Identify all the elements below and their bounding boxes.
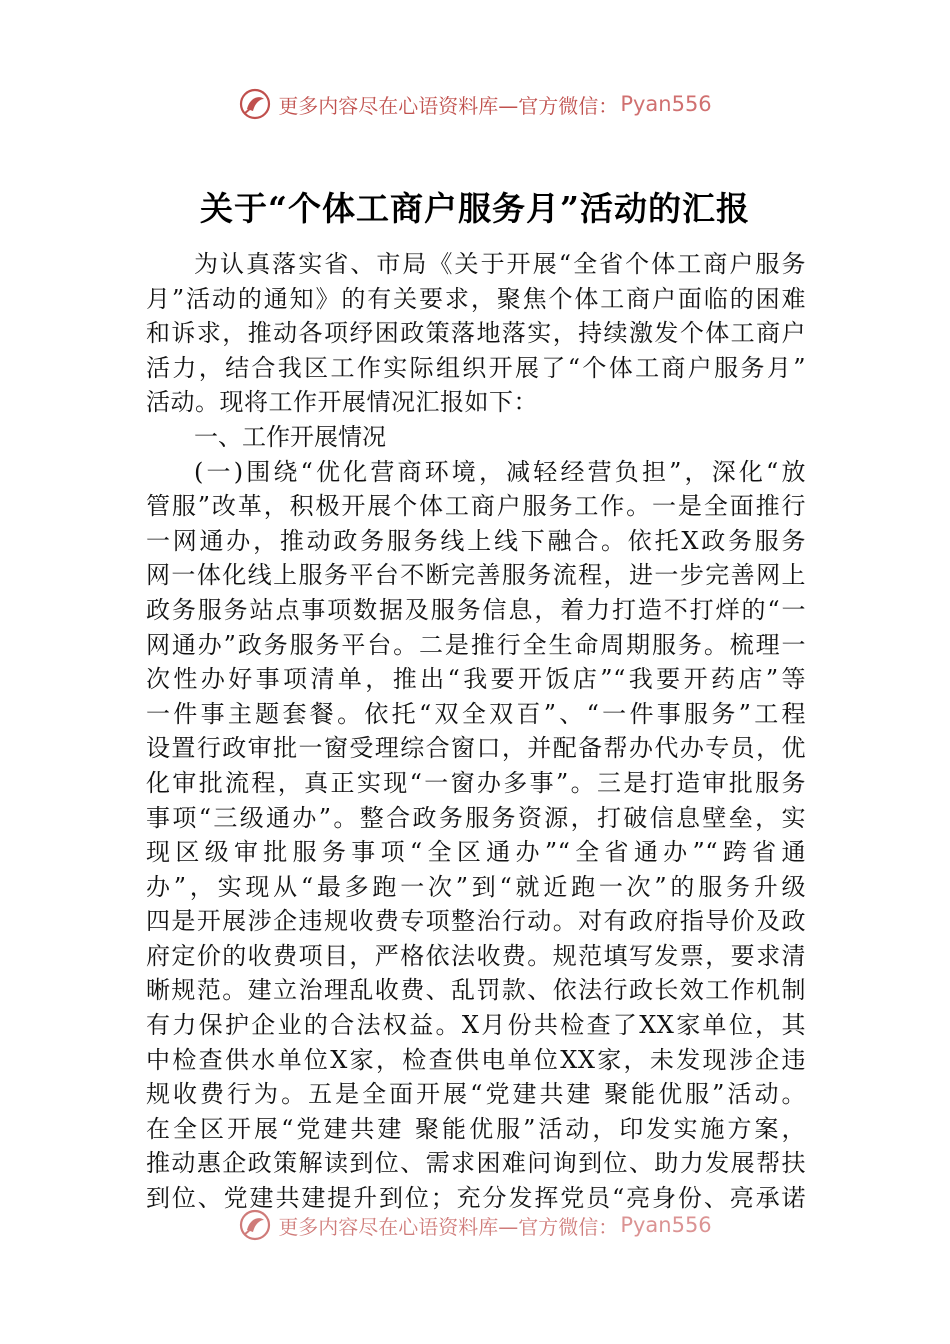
paragraph-line: 为认真落实省、市局《关于开展“全省个体工商户服务	[194, 250, 806, 278]
paragraph-line: 到位、党建共建提升到位；充分发挥党员“亮身份、亮承诺	[146, 1184, 806, 1213]
section-heading: 一、工作开展情况	[194, 422, 386, 451]
paragraph-line: 一网通办，推动政务服务线上线下融合。依托X政务服务	[146, 526, 806, 555]
paragraph-line: 在全区开展“党建共建 聚能优服”活动，印发实施方案，	[146, 1114, 806, 1143]
paragraph-line: 中检查供水单位X家，检查供电单位XX家，未发现涉企违	[146, 1045, 806, 1074]
watermark-text: 更多内容尽在心语资料库—官方微信：	[278, 93, 619, 118]
paragraph-line: 化审批流程，真正实现“一窗办多事”。三是打造审批服务	[146, 768, 806, 797]
paragraph-line: 晰规范。建立治理乱收费、乱罚款、依法行政长效工作机制	[146, 976, 806, 1005]
paragraph-line: 活力，结合我区工作实际组织开展了“个体工商户服务月”	[146, 353, 806, 382]
paragraph-line: 次性办好事项清单，推出“我要开饭店”“我要开药店”等	[146, 665, 806, 694]
logo-icon	[238, 1208, 272, 1242]
paragraph-line: 推动惠企政策解读到位、需求困难问询到位、助力发展帮扶	[146, 1149, 806, 1178]
wechat-id: Pyan556	[620, 1213, 712, 1237]
paragraph-line: 网通办”政务服务平台。二是推行全生命周期服务。梳理一	[146, 630, 806, 659]
paragraph-line: 一件事主题套餐。依托“双全双百”、“一件事服务”工程	[146, 699, 806, 728]
paragraph-line: 政务服务站点事项数据及服务信息，着力打造不打烊的“一	[146, 595, 806, 624]
watermark-text: 更多内容尽在心语资料库—官方微信：	[278, 1214, 619, 1239]
paragraph-line: 事项“三级通办”。整合政务服务资源，打破信息壁垒，实	[146, 803, 806, 832]
paragraph-line: 现区级审批服务事项“全区通办”“全省通办”“跨省通	[146, 838, 806, 867]
paragraph-line: 设置行政审批一窗受理综合窗口，并配备帮办代办专员，优	[146, 734, 806, 763]
paragraph-line: 管服”改革，积极开展个体工商户服务工作。一是全面推行	[146, 492, 806, 521]
document-body	[146, 247, 806, 1216]
paragraph-line: 办”，实现从“最多跑一次”到“就近跑一次”的服务升级	[146, 872, 806, 901]
watermark-banner-top	[0, 84, 950, 124]
paragraph-line: 四是开展涉企违规收费专项整治行动。对有政府指导价及政	[146, 907, 806, 936]
paragraph-line: 网一体化线上服务平台不断完善服务流程，进一步完善网上	[146, 561, 806, 590]
document-title: 关于“个体工商户服务月”活动的汇报	[200, 189, 750, 228]
paragraph-line: (一)围绕“优化营商环境，减轻经营负担”，深化“放	[194, 457, 806, 486]
paragraph-line: 有力保护企业的合法权益。X月份共检查了XX家单位，其	[146, 1011, 806, 1040]
paragraph-line: 规收费行为。五是全面开展“党建共建 聚能优服”活动。	[146, 1080, 806, 1109]
logo-icon	[238, 87, 272, 121]
watermark-banner-bottom	[0, 1205, 950, 1245]
paragraph-line: 月”活动的通知》的有关要求，聚焦个体工商户面临的困难	[146, 284, 806, 313]
wechat-id: Pyan556	[620, 92, 712, 116]
paragraph-line: 活动。现将工作开展情况汇报如下：	[146, 388, 538, 417]
paragraph-line: 府定价的收费项目，严格依法收费。规范填写发票，要求清	[146, 941, 806, 970]
paragraph-line: 和诉求，推动各项纾困政策落地落实，持续激发个体工商户	[146, 319, 806, 348]
